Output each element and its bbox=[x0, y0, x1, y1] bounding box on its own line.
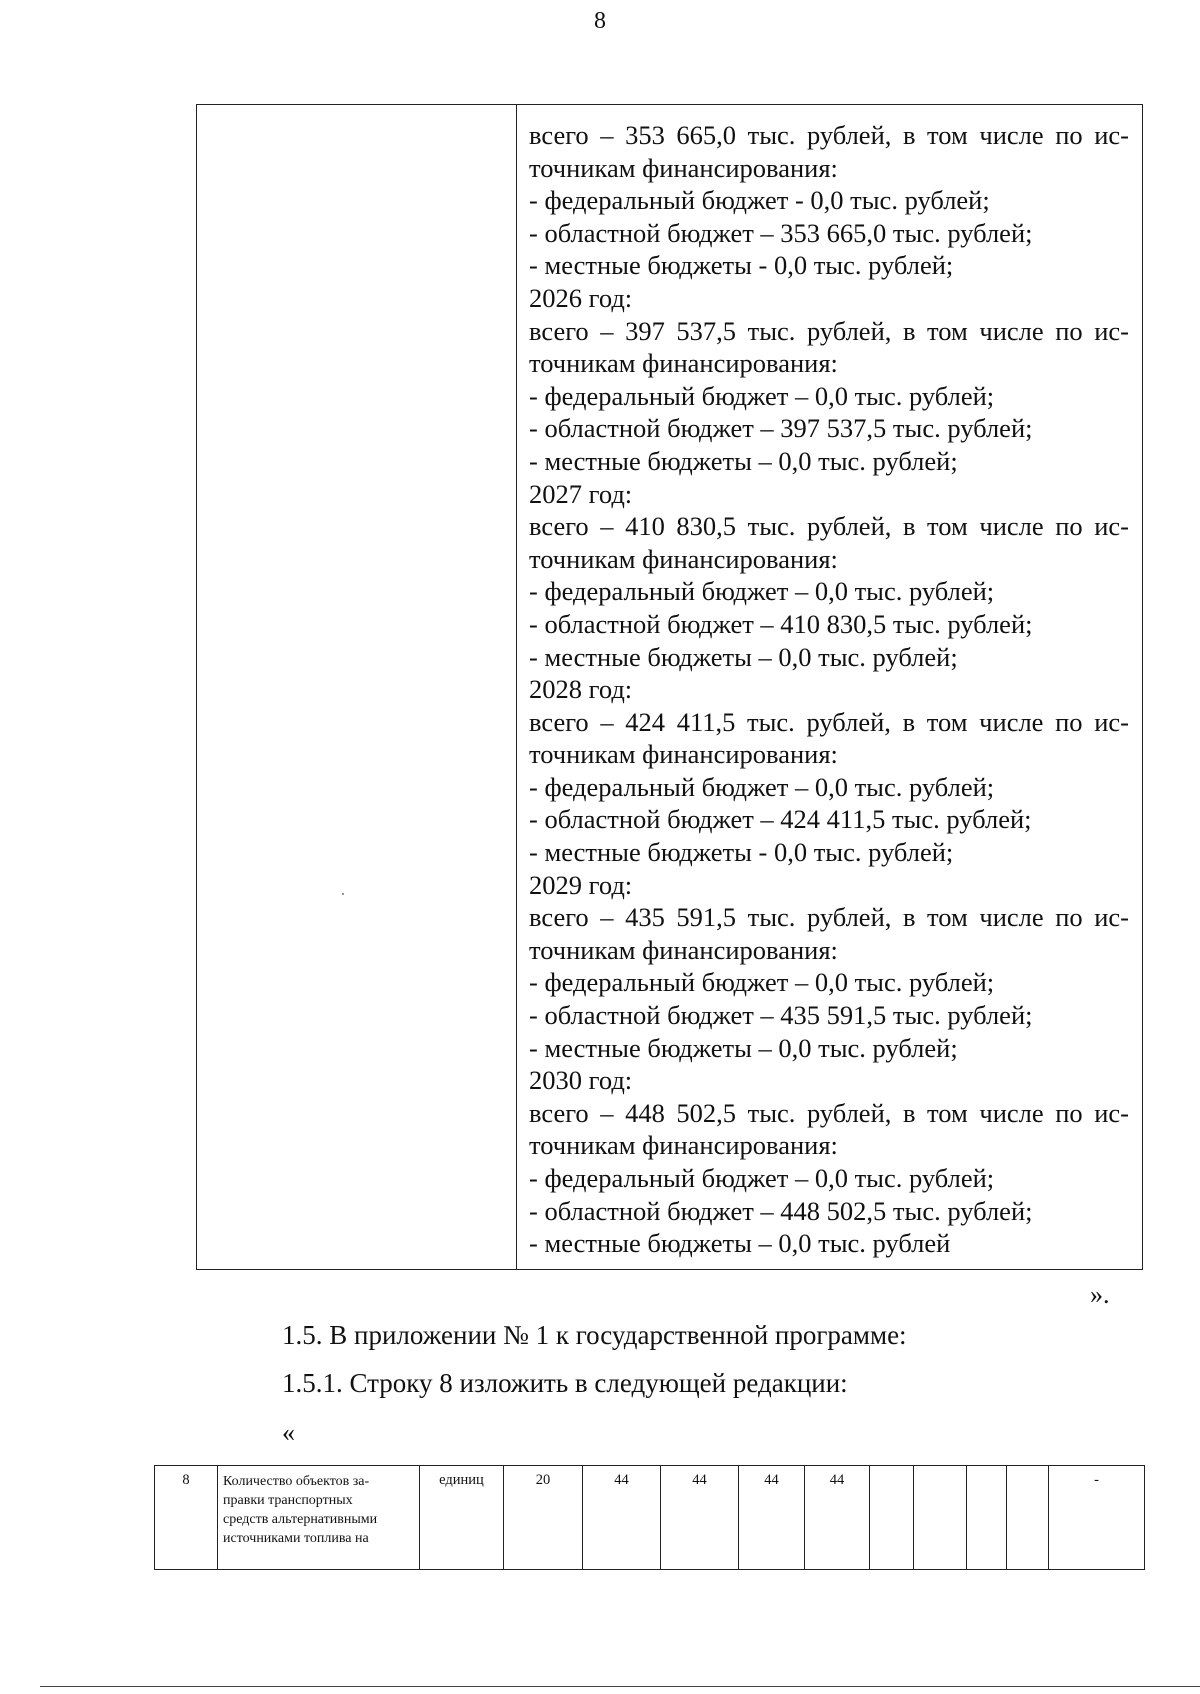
funding-line: всего – 435 591,5 тыс. рублей, в том числе по ис- bbox=[529, 902, 1129, 933]
funding-line: 2026 год: bbox=[529, 282, 633, 313]
value-cell: 44 bbox=[583, 1466, 661, 1570]
indicator-row-table bbox=[154, 1465, 1145, 1570]
funding-line: - местные бюджеты - 0,0 тыс. рублей; bbox=[529, 837, 954, 868]
opening-quote: « bbox=[282, 1418, 295, 1447]
funding-line: точникам финансирования: bbox=[529, 739, 838, 770]
funding-table-label-cell bbox=[197, 105, 517, 1269]
funding-line: 2028 год: bbox=[529, 674, 633, 705]
funding-line: - федеральный бюджет – 0,0 тыс. рублей; bbox=[529, 576, 995, 607]
value-cell bbox=[1007, 1466, 1049, 1570]
value-cell: 44 bbox=[739, 1466, 805, 1570]
funding-line: точникам финансирования: bbox=[529, 543, 838, 574]
amendment-paragraph-1-5-1: 1.5.1. Строку 8 изложить в следующей редакции: bbox=[282, 1368, 848, 1398]
funding-line: - местные бюджеты - 0,0 тыс. рублей; bbox=[529, 250, 954, 281]
funding-line: - местные бюджеты – 0,0 тыс. рублей; bbox=[529, 641, 958, 672]
table-row bbox=[155, 1466, 1145, 1570]
funding-line: всего – 448 502,5 тыс. рублей, в том числе по ис- bbox=[529, 1097, 1129, 1128]
funding-line: точникам финансирования: bbox=[529, 934, 838, 965]
description-line: источниками топлива на bbox=[223, 1531, 369, 1546]
funding-line: - областной бюджет – 353 665,0 тыс. рублей; bbox=[529, 217, 1033, 248]
funding-line: - федеральный бюджет – 0,0 тыс. рублей; bbox=[529, 380, 995, 411]
funding-line: - областной бюджет – 424 411,5 тыс. рублей; bbox=[529, 804, 1032, 835]
closing-quote: ». bbox=[1090, 1280, 1110, 1309]
description-line: Количество объектов за- bbox=[223, 1474, 370, 1489]
funding-line: точникам финансирования: bbox=[529, 348, 838, 379]
funding-line: - федеральный бюджет – 0,0 тыс. рублей; bbox=[529, 967, 995, 998]
value-cell bbox=[914, 1466, 967, 1570]
funding-line: - федеральный бюджет - 0,0 тыс. рублей; bbox=[529, 185, 990, 216]
funding-table bbox=[196, 104, 1143, 1270]
funding-line: всего – 397 537,5 тыс. рублей, в том числе по ис- bbox=[529, 315, 1129, 346]
funding-line: точникам финансирования: bbox=[529, 152, 838, 183]
funding-line: - федеральный бюджет – 0,0 тыс. рублей; bbox=[529, 1163, 995, 1193]
funding-line: - местные бюджеты – 0,0 тыс. рублей; bbox=[529, 445, 958, 476]
value-cell: 44 bbox=[805, 1466, 870, 1570]
value-cell: 44 bbox=[661, 1466, 739, 1570]
row-description-cell bbox=[218, 1466, 420, 1570]
row-number-cell: 8 bbox=[155, 1466, 218, 1570]
row-unit-cell: единиц bbox=[420, 1466, 504, 1570]
funding-line: - федеральный бюджет – 0,0 тыс. рублей; bbox=[529, 771, 995, 802]
value-cell: - bbox=[1049, 1466, 1145, 1570]
description-line: средств альтернативными bbox=[223, 1512, 378, 1527]
funding-line: 2029 год: bbox=[529, 869, 633, 900]
funding-line: - местные бюджеты – 0,0 тыс. рублей; bbox=[529, 1032, 958, 1063]
funding-line: - областной бюджет – 435 591,5 тыс. рублей; bbox=[529, 1000, 1033, 1031]
funding-line: - местные бюджеты – 0,0 тыс. рублей bbox=[529, 1228, 951, 1259]
description-line: правки транспортных bbox=[223, 1493, 353, 1508]
funding-line: - областной бюджет – 397 537,5 тыс. рублей; bbox=[529, 413, 1033, 444]
value-cell: 20 bbox=[504, 1466, 583, 1570]
amendment-paragraph-1-5: 1.5. В приложении № 1 к государственной программе: bbox=[282, 1320, 907, 1350]
funding-line: - областной бюджет – 448 502,5 тыс. рублей; bbox=[529, 1195, 1033, 1226]
funding-line: всего – 410 830,5 тыс. рублей, в том числе по ис- bbox=[529, 511, 1129, 542]
page-bottom-rule bbox=[40, 1686, 1200, 1687]
scan-speck bbox=[342, 893, 344, 895]
funding-line: 2030 год: bbox=[529, 1065, 633, 1096]
page-number: 8 bbox=[594, 8, 606, 34]
funding-line: - областной бюджет – 410 830,5 тыс. рублей; bbox=[529, 608, 1033, 639]
funding-line: 2027 год: bbox=[529, 478, 633, 509]
funding-text-cell bbox=[529, 119, 1129, 1260]
value-cell bbox=[870, 1466, 914, 1570]
funding-line: всего – 424 411,5 тыс. рублей, в том числе по ис- bbox=[529, 706, 1129, 737]
funding-line: точникам финансирования: bbox=[529, 1130, 838, 1161]
value-cell bbox=[967, 1466, 1007, 1570]
funding-line: всего – 353 665,0 тыс. рублей, в том числе по ис- bbox=[529, 120, 1129, 150]
